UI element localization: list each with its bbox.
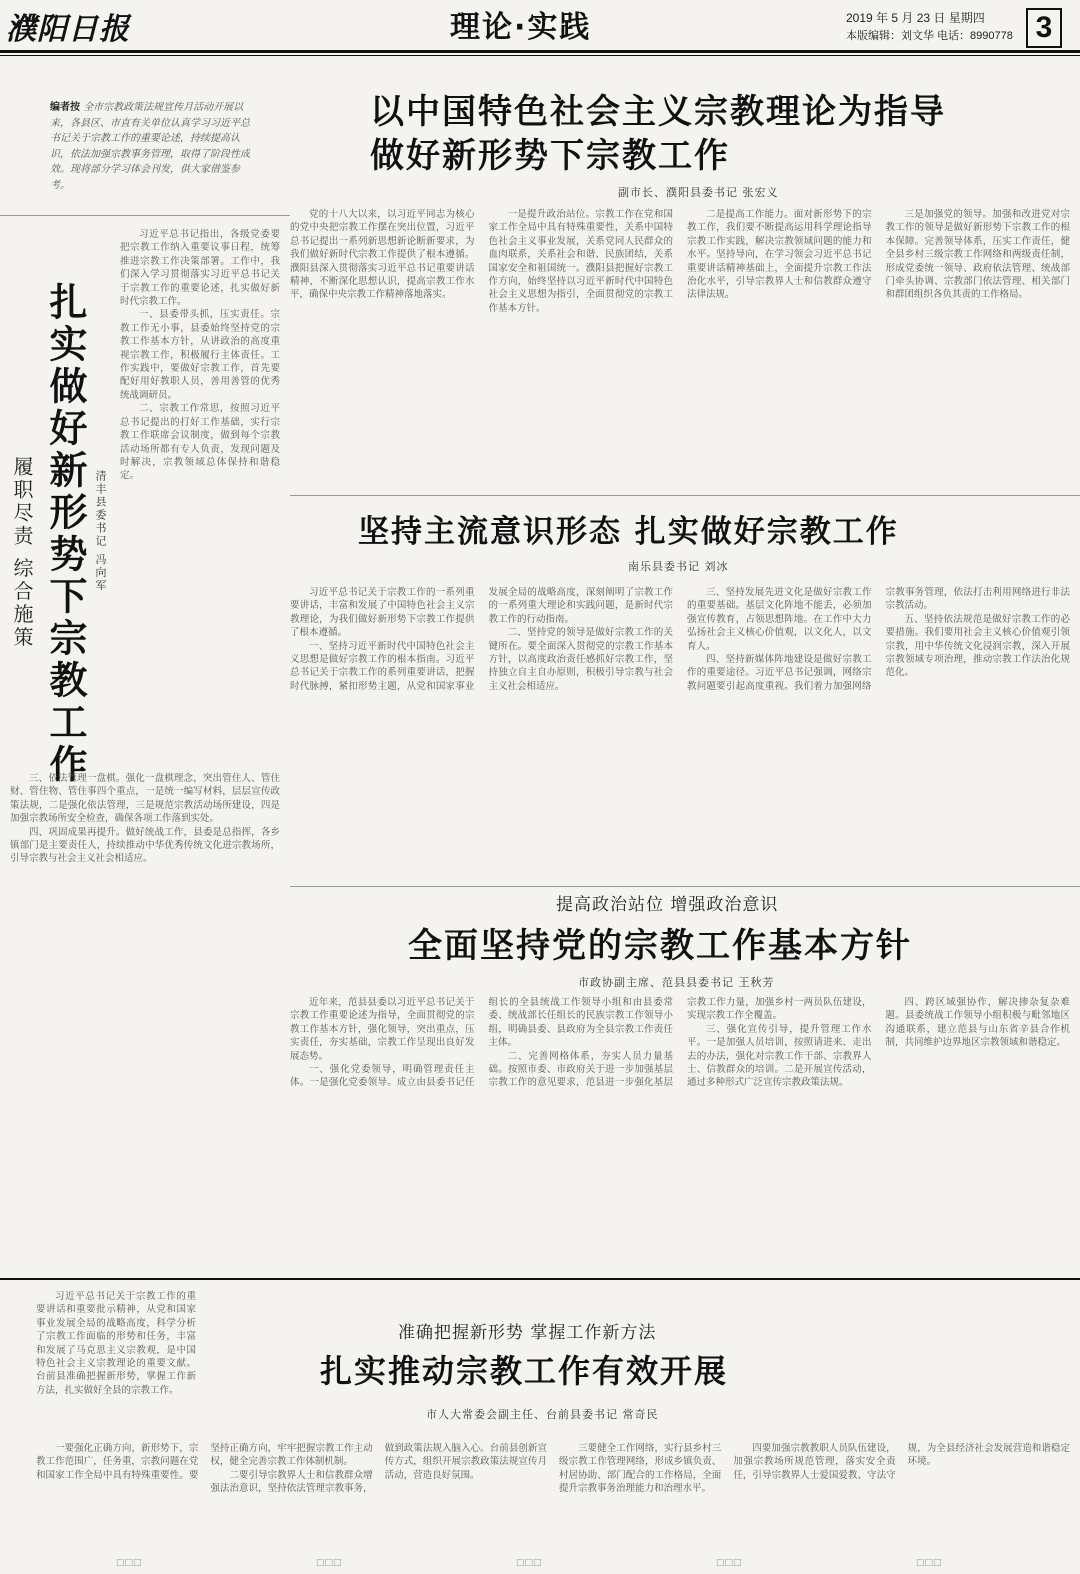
bottom-title: 扎实推动宗教工作有效开展 [320,1352,729,1390]
lower-byline: 市政协副主席、范县县委书记 王秋芳 [578,976,775,989]
footer-mark: □□□ [116,1558,142,1568]
lower-title: 全面坚持党的宗教工作基本方针 [408,926,912,966]
left-body-upper [120,228,280,768]
main-title-line1: 以中国特色社会主义宗教理论为指导 [370,92,946,132]
paragraph: 四、巩固成果再提升。做好统战工作，县委是总指挥，各乡镇部门是主要责任人，持续推动中华优秀传统文化进宗教场所，引导宗教与社会主义社会相适应。 [10,826,280,865]
main-body [290,208,1070,490]
section-title: 理论·实践 [450,10,592,45]
paragraph: 习近平总书记指出，各级党委要把宗教工作纳入重要议事日程，统筹推进宗教工作决策部署。工作中，我们深入学习贯彻落实习近平总书记关于宗教工作的重要论述，扎实做好新时代宗教工作。 [120,229,280,308]
paper-name: 濮阳日报 [6,12,130,47]
page-number: 3 [1026,8,1062,48]
editor-note [50,100,250,200]
lower-body [290,996,1070,1264]
paragraph: 二、宗教工作常思，按照习近平总书记提出的打好工作基础，实行宗教工作联席会议制度，做到每个宗教活动场所都有专人负责，发现问题及时解决，宗教领域总体保持和谐稳定。 [120,403,280,482]
editor-note-text: 全市宗教政策法规宣传月活动开展以来，各县区、市直有关单位认真学习习近平总书记关于宗教工作的重要论述，持续提高认识，依法加强宗教事务管理，取得了阶段性成效。现将部分学习体会刊发，供大家借鉴参考。 [50,102,250,191]
bottom-body [36,1442,1070,1556]
paragraph: 三、依法管理一盘棋。强化一盘棋理念，突出管住人、管住财、管住物、管住事四个重点，一是统一编写材料，层层宣传政策法规，二是强化依法管理，三是规范宗教活动场所建设，四是加强宗教场所安全检查，确保各项工作落到实处。 [10,773,280,825]
paragraph: 一、县委带头抓，压实责任。宗教工作无小事，县委始终坚持党的宗教工作基本方针，从讲政治的高度重视宗教工作，积极履行主体责任。工作实践中，要做好宗教工作，首先要配好用好教职人员，善用善管的优秀统战调研员。 [120,309,280,401]
paragraph: 二、坚持党的领导是做好宗教工作的关键所在。要全面深入贯彻党的宗教工作基本方针，以高度政治责任感抓好宗教工作，坚持独立自主自办原则，积极引导宗教与社会主义社会相适应。 [488,627,673,692]
main-byline: 副市长、濮阳县委书记 张宏义 [618,186,779,199]
left-body-lower [10,772,280,1132]
paragraph: 一、坚持习近平新时代中国特色社会主义思想是做好宗教工作的根本指南。习近平总书记关于宗教工作的系列重要讲话，把握时代脉搏，紧扣形势主题，从党和国家事业发展全局的战略高度，深刻阐明了宗教工作的一系列重大理论和实践问题，是新时代宗教工作的行动指南。 [290,587,673,692]
left-byline: 清丰县委书记 冯向军 [94,470,107,593]
paragraph: 习近平总书记关于宗教工作的重要讲话和重要批示精神，从党和国家事业发展全局的战略高度，科学分析了宗教工作面临的形势和任务，丰富和发展了马克思主义宗教观，是中国特色社会主义宗教理论的重要文献。台前县准确把握新形势，掌握工作新方法，扎实做好全县的宗教工作。 [36,1291,196,1396]
paragraph: 二是提高工作能力。面对新形势下的宗教工作，我们要不断提高运用科学理论指导宗教工作实践，解决宗教领域问题的能力和水平。坚持导向，在学习领会习近平总书记重要讲话精神基础上，全面提升宗教工作法治化水平，引导宗教界人士和信教群众遵守法律法规。 [687,209,872,301]
paragraph: 习近平总书记关于宗教工作的一系列重要讲话，丰富和发展了中国特色社会主义宗教理论，为我们做好新形势下宗教工作提供了根本遵循。 [290,587,475,639]
paragraph: 四、跨区域强协作，解决掺杂复杂难题。县委统战工作领导小组积极与毗邻地区沟通联系，建立范县与山东省辛县合作机制，共同维护边界地区宗教领域和谐稳定。 [885,997,1070,1049]
paragraph: 二要引导宗教界人士和信教群众增强法治意识，坚持依法管理宗教事务，做到政策法规入脑入心。台前县创新宣传方式，组织开展宗教政策法规宣传月活动，营造良好氛围。 [210,1443,547,1495]
paragraph: 二、完善网格体系，夯实人员力量基础。按照市委、市政府关于进一步加强基层宗教工作的意见要求，范县进一步强化基层宗教工作力量，加强乡村一两员队伍建设，实现宗教工作全覆盖。 [488,997,872,1089]
main-title-line2: 做好新形势下宗教工作 [370,136,730,176]
bottom-byline: 市人大常委会副主任、台前县委书记 常奇民 [426,1408,659,1421]
date-line: 2019 年 5 月 23 日 星期四 [846,11,985,25]
bottom-section-rule [0,1278,1080,1280]
footer-mark: □□□ [716,1558,742,1568]
footer-mark: □□□ [916,1558,942,1568]
mid-byline: 南乐县委书记 刘冰 [628,560,729,573]
left-subtitle: 履职尽责 综合施策 [10,456,34,650]
main-bottom-rule [290,495,1080,496]
paragraph: 近年来，范县县委以习近平总书记关于宗教工作重要论述为指导，全面贯彻党的宗教工作基本方针，强化领导，突出重点，压实责任，夯实基础，宗教工作呈现出良好发展态势。 [290,997,475,1062]
paragraph: 一是提升政治站位。宗教工作在党和国家工作全局中具有特殊重要性，关系中国特色社会主义事业发展，关系党同人民群众的血肉联系，关系社会和谐、民族团结，关系国家安全和祖国统一。濮阳县把握好宗教工作方向，始终坚持以习近平新时代中国特色社会主义思想为指引，全面贯彻党的宗教工作基本方针。 [488,209,673,314]
paragraph: 三要健全工作网络，实行县乡村三级宗教工作管理网络，形成乡镇负责、村居协助、部门配合的工作格局，全面提升宗教事务治理能力和治理水平。 [558,1443,722,1495]
left-title: 扎实做好新形势下宗教工作 [43,282,87,786]
paragraph: 一、强化党委领导，明确管理责任主体。一是强化党委领导。成立由县委书记任组长的全县统战工作领导小组和由县委常委、统战部长任组长的民族宗教工作领导小组，明确县委、县政府为全县宗教工作责任主体。 [290,997,673,1089]
bottom-body-intro [36,1290,196,1440]
paragraph: 三是加强党的领导。加强和改进党对宗教工作的领导是做好新形势下宗教工作的根本保障。完善领导体系，压实工作责任，健全县乡村三级宗教工作网络和两级责任制，形成党委统一领导、政府依法管理、统战部门牵头协调、宗教部门依法管理、相关部门和群团组织各负其责的工作格局。 [885,209,1070,301]
paragraph: 一要强化正确方向，新形势下，宗教工作范围广，任务重，宗教问题在党和国家工作全局中具有特殊重要性。要坚持正确方向，牢牢把握宗教工作主动权，健全完善宗教工作体制机制。 [36,1443,373,1481]
editor-note-label: 编者按 [50,102,80,113]
masthead-rule-thin [0,55,1080,56]
mid-title: 坚持主流意识形态 扎实做好宗教工作 [358,514,899,550]
footer-mark: □□□ [516,1558,542,1568]
mid-bottom-rule [290,886,1080,887]
mid-body [290,586,1070,886]
paragraph: 四要加强宗教教职人员队伍建设，加强宗教场所规范管理，落实安全责任，引导宗教界人士爱国爱教、守法守规，为全县经济社会发展营造和谐稳定环境。 [733,1443,1070,1481]
lower-subtitle: 提高政治站位 增强政治意识 [556,895,779,915]
paragraph: 三、坚持发展先进文化是做好宗教工作的重要基础。基层文化阵地不能丢，必须加强宣传教育，占领思想阵地。在工作中大力弘扬社会主义核心价值观，以文化人，以文育人。 [687,587,872,652]
paragraph: 三、强化宣传引导，提升管理工作水平。一是加强人员培训，按照请进来、走出去的办法，强化对宗教工作干部、宗教界人士、信教群众的培训。二是开展宣传活动，通过多种形式广泛宣传宗教政策法规。 [687,1023,872,1089]
paragraph: 四、坚持新媒体阵地建设是做好宗教工作的重要途径。习近平总书记强调，网络宗教问题要引起高度重视。我们着力加强网络宗教事务管理，依法打击利用网络进行非法宗教活动。 [687,587,1070,692]
editor-line: 本版编辑：刘文华 电话：8990778 [846,30,1013,42]
bottom-subtitle: 准确把握新形势 掌握工作新方法 [398,1323,657,1343]
paragraph: 五、坚持依法规范是做好宗教工作的必要措施。我们要用社会主义核心价值观引领宗教，用中华传统文化浸润宗教，深入开展宗教领域专项治理，推动宗教工作法治化规范化。 [885,613,1070,679]
footer-mark: □□□ [316,1558,342,1568]
editor-note-rule [0,215,290,216]
masthead-rule [0,50,1080,53]
paragraph: 党的十八大以来，以习近平同志为核心的党中央把宗教工作摆在突出位置，习近平总书记提出一系列新思想新论断新要求，为我们做好新时代宗教工作提供了根本遵循。濮阳县深入贯彻落实习近平总书记重要讲话精神，不断深化思想认识，提高宗教工作水平，确保中央宗教工作精神落地落实。 [290,209,475,301]
